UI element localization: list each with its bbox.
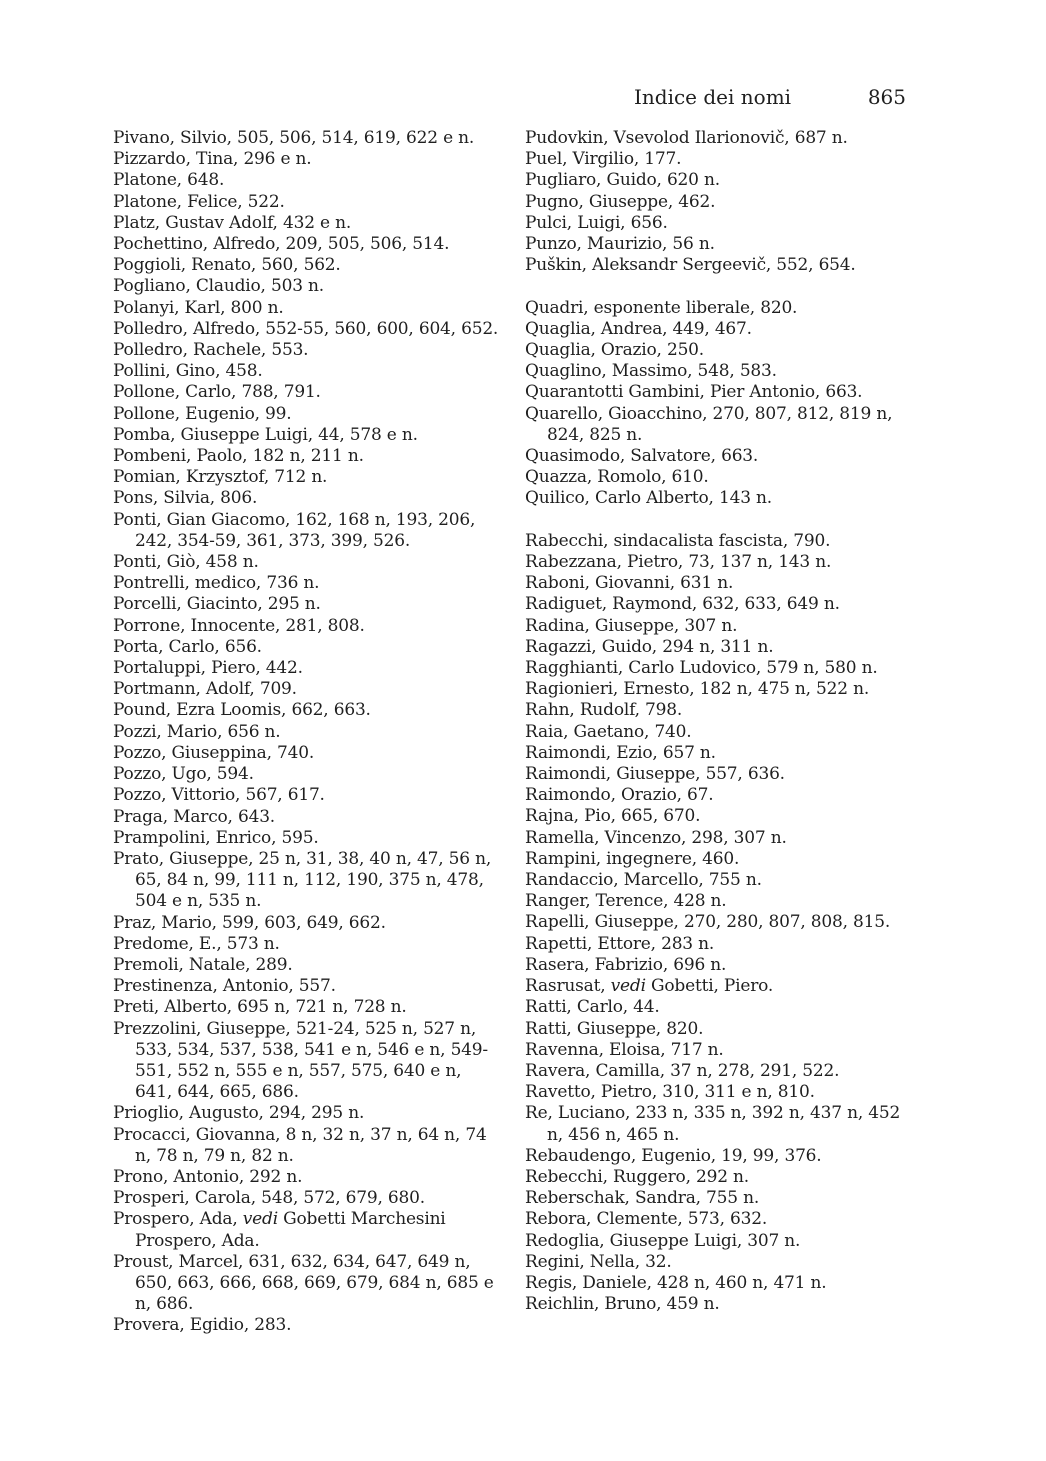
- index-entry: Rebora, Clemente, 573, 632.: [525, 1209, 768, 1230]
- index-entry: Pontrelli, medico, 736 n.: [113, 573, 320, 594]
- index-entry: Pombeni, Paolo, 182 n, 211 n.: [113, 446, 364, 467]
- running-title: Indice dei nomi: [634, 85, 792, 109]
- index-entry: Radiguet, Raymond, 632, 633, 649 n.: [525, 594, 840, 615]
- index-entry: Pollini, Gino, 458.: [113, 361, 263, 382]
- index-entry: Rajna, Pio, 665, 670.: [525, 806, 701, 827]
- index-entry: Portaluppi, Piero, 442.: [113, 658, 303, 679]
- index-entry: Ragazzi, Guido, 294 n, 311 n.: [525, 636, 774, 657]
- index-entry: Puškin, Aleksandr Sergeevič, 552, 654.: [525, 255, 856, 276]
- index-entry: Rebecchi, Ruggero, 292 n.: [525, 1166, 749, 1187]
- index-entry: Polledro, Alfredo, 552-55, 560, 600, 604, 652.: [113, 318, 499, 339]
- index-entry: Prato, Giuseppe, 25 n, 31, 38, 40 n, 47, 56 n, 65, 84 n, 99, 111 n, 112, 190, 375 n, 478, 504 e n, 535 n.: [113, 848, 492, 912]
- index-entry: Pons, Silvia, 806.: [113, 488, 258, 509]
- index-entry: Rahn, Rudolf, 798.: [525, 700, 683, 721]
- index-entry: Rabecchi, sindacalista fascista, 790.: [525, 530, 831, 551]
- index-entry: Predome, E., 573 n.: [113, 933, 280, 954]
- index-entry: Provera, Egidio, 283.: [113, 1315, 292, 1336]
- index-entry: Rapetti, Ettore, 283 n.: [525, 933, 715, 954]
- index-entry: Porcelli, Giacinto, 295 n.: [113, 594, 321, 615]
- index-entry: Radina, Giuseppe, 307 n.: [525, 615, 738, 636]
- index-entry: Premoli, Natale, 289.: [113, 954, 293, 975]
- index-entry: Pogliano, Claudio, 503 n.: [113, 276, 324, 297]
- index-entry: Poggioli, Renato, 560, 562.: [113, 255, 341, 276]
- index-entry: Prospero, Ada, vedi Gobetti Marchesini Prospero, Ada.: [113, 1209, 446, 1251]
- index-entry: Prioglio, Augusto, 294, 295 n.: [113, 1103, 365, 1124]
- index-entry: Platone, 648.: [113, 170, 225, 191]
- index-entry: Prono, Antonio, 292 n.: [113, 1166, 303, 1187]
- index-entry: Quasimodo, Salvatore, 663.: [525, 446, 759, 467]
- index-entry: Quazza, Romolo, 610.: [525, 467, 709, 488]
- index-entry: Re, Luciano, 233 n, 335 n, 392 n, 437 n, 452 n, 456 n, 465 n.: [525, 1103, 901, 1145]
- index-entry: Reichlin, Bruno, 459 n.: [525, 1294, 720, 1315]
- index-entry: Quaglia, Orazio, 250.: [525, 340, 705, 361]
- index-entry: Rampini, ingegnere, 460.: [525, 848, 740, 869]
- index-entry: Ranger, Terence, 428 n.: [525, 891, 727, 912]
- index-entry: Pulci, Luigi, 656.: [525, 212, 668, 233]
- index-entry: Pudovkin, Vsevolod Ilarionovič, 687 n.: [525, 128, 848, 148]
- index-entry: Pizzardo, Tina, 296 e n.: [113, 149, 312, 170]
- index-entry: Pozzi, Mario, 656 n.: [113, 721, 281, 742]
- index-entry: Raimondo, Orazio, 67.: [525, 785, 714, 806]
- index-entry: Polanyi, Karl, 800 n.: [113, 297, 284, 318]
- index-entry: Rasera, Fabrizio, 696 n.: [525, 954, 727, 975]
- index-entry: Reberschak, Sandra, 755 n.: [525, 1188, 760, 1209]
- index-entry: Prampolini, Enrico, 595.: [113, 827, 319, 848]
- index-entry: Praz, Mario, 599, 603, 649, 662.: [113, 912, 386, 933]
- index-entry: Rebaudengo, Eugenio, 19, 99, 376.: [525, 1145, 822, 1166]
- index-entry: Ravetto, Pietro, 310, 311 e n, 810.: [525, 1082, 815, 1103]
- index-entry: Pozzo, Vittorio, 567, 617.: [113, 785, 325, 806]
- index-entry: Pound, Ezra Loomis, 662, 663.: [113, 700, 371, 721]
- index-entry: Quadri, esponente liberale, 820.: [525, 297, 798, 318]
- index-entry: Quaglia, Andrea, 449, 467.: [525, 318, 752, 339]
- index-entry: Platz, Gustav Adolf, 432 e n.: [113, 212, 352, 233]
- index-entry: Punzo, Maurizio, 56 n.: [525, 234, 715, 255]
- index-entry: Ravera, Camilla, 37 n, 278, 291, 522.: [525, 1060, 840, 1081]
- index-entry: Rapelli, Giuseppe, 270, 280, 807, 808, 815.: [525, 912, 891, 933]
- index-entry: Porta, Carlo, 656.: [113, 636, 262, 657]
- index-entry: Ragionieri, Ernesto, 182 n, 475 n, 522 n.: [525, 679, 870, 700]
- index-entry: Ravenna, Eloisa, 717 n.: [525, 1039, 724, 1060]
- index-entry: Pollone, Eugenio, 99.: [113, 403, 292, 424]
- index-entry: Platone, Felice, 522.: [113, 191, 285, 212]
- running-header: [634, 84, 906, 110]
- index-entry: Pollone, Carlo, 788, 791.: [113, 382, 321, 403]
- index-entry: Preti, Alberto, 695 n, 721 n, 728 n.: [113, 997, 407, 1018]
- index-entry: Regis, Daniele, 428 n, 460 n, 471 n.: [525, 1272, 827, 1293]
- index-entry: Ragghianti, Carlo Ludovico, 579 n, 580 n.: [525, 658, 878, 679]
- section-gap: [525, 510, 913, 531]
- index-entry: Ponti, Giò, 458 n.: [113, 552, 259, 573]
- index-entry: Randaccio, Marcello, 755 n.: [525, 870, 762, 891]
- page-number: 865: [867, 85, 906, 109]
- index-entry: Raimondi, Giuseppe, 557, 636.: [525, 764, 785, 785]
- index-entry: Rabezzana, Pietro, 73, 137 n, 143 n.: [525, 552, 832, 573]
- index-entry: Quilico, Carlo Alberto, 143 n.: [525, 488, 772, 509]
- index-entry: Prosperi, Carola, 548, 572, 679, 680.: [113, 1188, 425, 1209]
- index-column-left: [113, 128, 501, 1337]
- index-entry: Prezzolini, Giuseppe, 521-24, 525 n, 527 n, 533, 534, 537, 538, 541 e n, 546 e n, 549-551, 552 n, 555 e n, 557, 575, 640 e n, 641, 644, 665, 686.: [113, 1018, 488, 1103]
- index-entry: Proust, Marcel, 631, 632, 634, 647, 649 n, 650, 663, 666, 668, 669, 679, 684 n, 685 e n, 686.: [113, 1251, 494, 1315]
- index-column-right: [525, 128, 913, 1315]
- index-entry: Rasrusat, vedi Gobetti, Piero.: [525, 976, 774, 997]
- index-entry: Ratti, Carlo, 44.: [525, 997, 660, 1018]
- index-entry: Portmann, Adolf, 709.: [113, 679, 297, 700]
- index-entry: Ramella, Vincenzo, 298, 307 n.: [525, 827, 787, 848]
- index-entry: Quarantotti Gambini, Pier Antonio, 663.: [525, 382, 863, 403]
- index-entry: Pugno, Giuseppe, 462.: [525, 191, 716, 212]
- section-gap: [525, 276, 913, 297]
- index-entry: Quarello, Gioacchino, 270, 807, 812, 819 n, 824, 825 n.: [525, 403, 893, 445]
- index-entry: Raboni, Giovanni, 631 n.: [525, 573, 734, 594]
- index-entry: Pomian, Krzysztof, 712 n.: [113, 467, 328, 488]
- index-entry: Prestinenza, Antonio, 557.: [113, 976, 336, 997]
- index-entry: Pomba, Giuseppe Luigi, 44, 578 e n.: [113, 424, 418, 445]
- index-entry: Ratti, Giuseppe, 820.: [525, 1018, 704, 1039]
- index-entry: Procacci, Giovanna, 8 n, 32 n, 37 n, 64 n, 74 n, 78 n, 79 n, 82 n.: [113, 1124, 487, 1166]
- index-entry: Pozzo, Ugo, 594.: [113, 764, 254, 785]
- index-entry: Pozzo, Giuseppina, 740.: [113, 742, 315, 763]
- index-entry: Regini, Nella, 32.: [525, 1251, 672, 1272]
- index-entry: Redoglia, Giuseppe Luigi, 307 n.: [525, 1230, 801, 1251]
- index-entry: Praga, Marco, 643.: [113, 806, 276, 827]
- index-entry: Puel, Virgilio, 177.: [525, 149, 682, 170]
- index-entry: Pochettino, Alfredo, 209, 505, 506, 514.: [113, 234, 450, 255]
- index-entry: Polledro, Rachele, 553.: [113, 340, 309, 361]
- index-entry: Quaglino, Massimo, 548, 583.: [525, 361, 777, 382]
- index-entry: Pivano, Silvio, 505, 506, 514, 619, 622 e n.: [113, 128, 475, 148]
- index-entry: Pugliaro, Guido, 620 n.: [525, 170, 720, 191]
- index-entry: Ponti, Gian Giacomo, 162, 168 n, 193, 206, 242, 354-59, 361, 373, 399, 526.: [113, 509, 476, 551]
- index-entry: Porrone, Innocente, 281, 808.: [113, 615, 365, 636]
- index-entry: Raia, Gaetano, 740.: [525, 721, 692, 742]
- index-entry: Raimondi, Ezio, 657 n.: [525, 742, 716, 763]
